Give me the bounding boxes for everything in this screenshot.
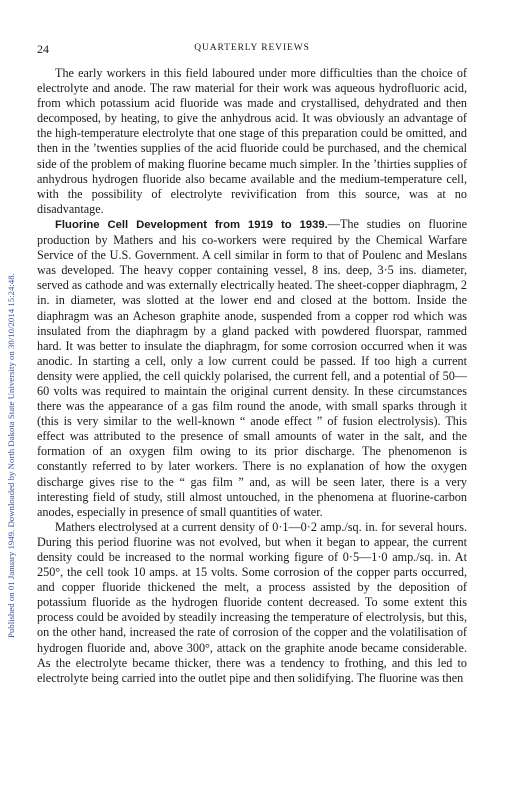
page-number: 24 [37, 42, 49, 56]
paragraph-1 [37, 66, 467, 217]
paragraph-3 [37, 520, 467, 686]
paragraph-2 [37, 217, 467, 520]
page-header [37, 42, 467, 58]
section-heading: Fluorine Cell Development from 1919 to 1939. [55, 218, 328, 231]
paragraph-2-text: —The studies on fluorine production by Mathers and his co-workers were required by the Chemical Warfare Service of the U.S. Government. A cell similar in form to that of Poulenc and Meslans was developed. The heavy copper containing vessel, 8 ins. deep, 3·5 ins. diameter, served as cathode and was externally electrically heated. The sheet-copper diaphragm, 2 in. in diameter, was slotted at the lower end and closed at the bottom. Inside the diaphragm was an Acheson graphite anode, suspended from a copper rod which was insulated from the diaphragm by a gland packed with powdered fluorspar, rammed hard. It was better to insulate the diaphragm, for some corrosion occurred when it was anodic. In starting a cell, only a low current could be passed. If too high a current density were applied, the cell quickly polarised, the current fell, and a potential of 50—60 volts was required to maintain the original current density. In these circumstances there was the appearance of a gas film round the anode, with small sparks through it (this is very similar to the well-known “ anode effect ” of fusion electrolysis). This effect was attributed to the presence of small amounts of water in the salt, and the formation of an oxygen film owing to its prior discharge. The phenomenon is constantly referred to by later workers. There is no explanation of how the oxygen discharge gives rise to the “ gas film ” and, as will be seen later, there is a very interesting field of study, still almost untouched, in the phenomena at fluorine-carbon anodes, especially in presence of small quantities of water. [37, 216, 467, 519]
article-body [37, 66, 467, 686]
running-head: QUARTERLY REVIEWS [194, 43, 310, 53]
download-watermark [2, 48, 22, 688]
paragraph-1-text: The early workers in this field laboured under more difficulties than the choice of electrolyte and anode. The raw material for their work was aqueous hydrofluoric acid, from which potassium acid fluoride was made and crystallised, dehydrated and then decomposed, by heating, to give the anhydrous acid. It was obviously an advantage of the high-temperature electrolyte that one stage of this preparation could be omitted, and then in the ’twenties supplies of the acid fluoride could be purchased, and the chemical side of the problem of making fluorine became much simpler. In the ’thirties supplies of anhydrous hydrogen fluoride also became available and the medium-temperature cell, with the possibility of electrolyte revivification from this source, was at no disadvantage. [37, 66, 467, 216]
paragraph-3-text: Mathers electrolysed at a current density of 0·1—0·2 amp./sq. in. for several hours. During this period fluorine was not evolved, but when it began to appear, the current density could be increased to the normal working figure of 0·5—1·0 amp./sq. in. At 250°, the cell took 10 amps. at 15 volts. Some corrosion of the copper parts occurred, and copper fluoride thickened the melt, a process assisted by the deposition of potassium fluoride as the hydrogen fluoride content decreased. To some extent this process could be avoided by steadily increasing the temperature of electrolysis, but this, on the other hand, increased the rate of corrosion of the copper and the volatilisation of hydrogen fluoride and, above 300°, attack on the graphite anode became considerable. As the electrolyte became thicker, there was a tendency to frothing, and this led to electrolyte being carried into the outlet pipe and then solidifying. The fluorine was then [37, 519, 467, 685]
download-watermark-text: Published on 01 January 1949. Downloaded by North Dakota State University on 30/10/2014 15:24:48. [6, 273, 16, 638]
